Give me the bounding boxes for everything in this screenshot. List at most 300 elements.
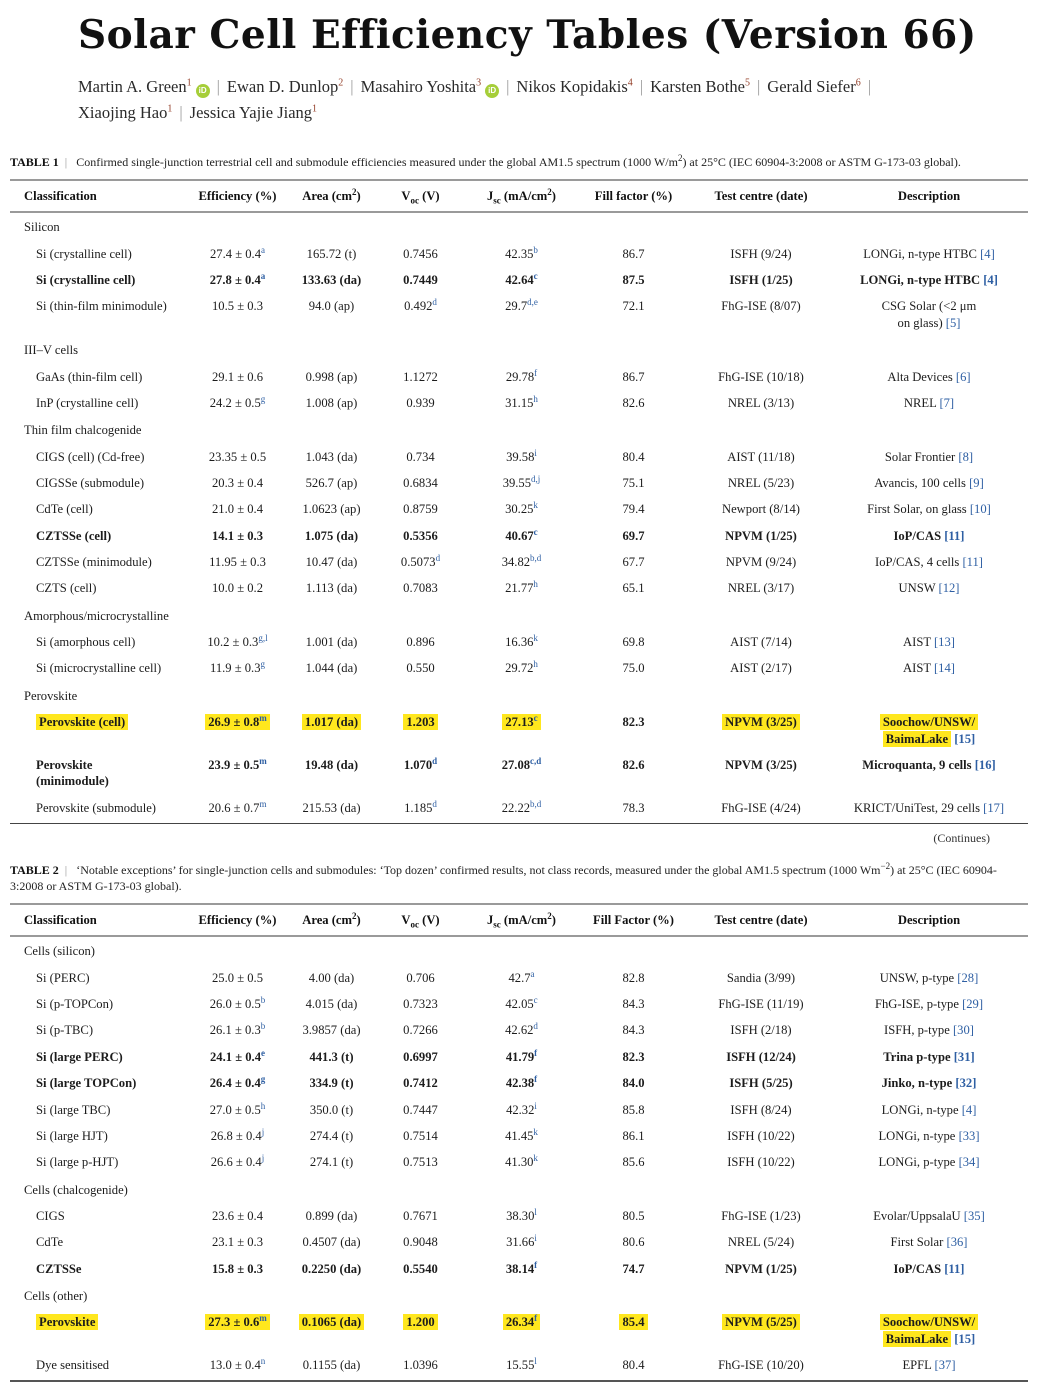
reference-link[interactable]: [4]: [983, 273, 998, 288]
column-header: Area $(cm^2)$: [290, 904, 373, 936]
column-header: Description: [830, 180, 1028, 212]
table-cell: CIGS: [36, 1208, 65, 1223]
table-cell: 34.82$^{b,d}$: [501, 552, 542, 570]
table-cell: 80.4: [622, 1358, 645, 1373]
table-cell: 0.734: [406, 449, 435, 464]
reference-link[interactable]: [36]: [946, 1235, 968, 1250]
column-header: $V_{oc}$ (V): [373, 180, 468, 212]
table-cell: Dye sensitised: [36, 1358, 110, 1373]
orcid-icon[interactable]: iD: [196, 84, 210, 98]
footnote-superscript: h: [533, 393, 538, 404]
table-cell: 1.075 (da): [304, 528, 359, 543]
table-row: [10, 795, 1028, 824]
table-cell: Si (crystalline cell): [36, 246, 132, 261]
header-row: [10, 904, 1028, 936]
section-title: Thin film chalcogenide: [24, 423, 142, 438]
footnote-superscript: m: [259, 1313, 267, 1324]
table-cell: 1.113 (da): [305, 581, 358, 596]
reference-link[interactable]: [34]: [958, 1155, 980, 1170]
table-cell: LONGi, n-type HTBC [4]: [863, 246, 995, 261]
table-cell: ISFH (10/22): [727, 1155, 795, 1170]
table-cell: Si (large TOPCon): [36, 1076, 137, 1091]
footnote-superscript: f: [534, 367, 538, 378]
table-cell: 0.706: [406, 970, 435, 985]
highlighted-value: Perovskite: [36, 1314, 98, 1330]
reference-link[interactable]: [7]: [939, 395, 955, 410]
table-cell: First Solar, on glass [10]: [867, 502, 991, 517]
table-row: [10, 655, 1028, 681]
table-cell: [373, 1309, 468, 1352]
table-cell: ISFH (9/24): [730, 246, 792, 261]
section-title: Amorphous/microcrystalline: [24, 608, 169, 623]
table-cell: 0.7513: [403, 1155, 438, 1170]
table-cell: 23.1 ± 0.3: [212, 1235, 263, 1250]
table-row: [10, 470, 1028, 496]
table-cell: [290, 1309, 373, 1352]
reference-link[interactable]: [8]: [958, 449, 974, 464]
table-cell: 0.896: [406, 635, 435, 650]
table-cell: Si (amorphous cell): [36, 635, 136, 650]
table-cell: 87.5: [622, 273, 645, 288]
section-row: [10, 212, 1028, 240]
table-cell: 13.0 ± 0.4$^n$: [209, 1355, 266, 1373]
reference-link[interactable]: [5]: [945, 315, 961, 330]
table-cell: 10.0 ± 0.2: [212, 581, 263, 596]
footnote-superscript: d: [435, 552, 441, 563]
table-cell: NREL (5/24): [727, 1235, 795, 1250]
footnote-superscript: 2: [547, 186, 552, 197]
header-row: [10, 180, 1028, 212]
table-cell: ISFH (1/25): [729, 273, 793, 288]
table-cell: 0.998 (ap): [305, 369, 358, 384]
table-cell: 0.7266: [403, 1023, 438, 1038]
footnote-superscript: d: [432, 297, 437, 308]
reference-link[interactable]: [33]: [958, 1128, 980, 1143]
footnote-superscript: d,e: [527, 297, 538, 308]
section-row: [10, 1282, 1028, 1309]
table-cell: CSG Solar (<2 μm on glass) [5]: [881, 299, 977, 330]
table-cell: Si (large HJT): [36, 1128, 108, 1143]
table-cell: 4.015 (da): [305, 997, 358, 1012]
table-cell: FhG-ISE (10/18): [718, 369, 804, 384]
highlighted-value: NPVM (3/25): [722, 714, 800, 730]
table-cell: 86.7: [622, 246, 645, 261]
section-title: Silicon: [24, 220, 60, 235]
table-cell: 27.0 ± 0.5$^h$: [209, 1100, 266, 1117]
table-cell: [290, 709, 373, 752]
table-cell: 41.30$^k$: [505, 1153, 538, 1170]
reference-link[interactable]: [4]: [961, 1102, 977, 1117]
reference-link[interactable]: [28]: [957, 970, 979, 985]
table-cell: 0.7449: [403, 273, 438, 288]
table-cell: [575, 1309, 692, 1352]
reference-link[interactable]: [10]: [969, 502, 991, 517]
author-affiliation-superscript: 3: [476, 77, 482, 89]
table-cell: 84.3: [622, 1023, 645, 1038]
caption-divider: |: [64, 862, 68, 877]
column-header: Area $(cm^2)$: [290, 180, 373, 212]
table-cell: CdTe (cell): [36, 502, 93, 517]
table-cell: Perovskite (minimodule): [36, 757, 109, 789]
author-name: Xiaojing Hao$^1$: [78, 103, 173, 122]
footnote-superscript: g: [260, 659, 266, 670]
table-cell: 1.0396: [403, 1358, 438, 1373]
table-row: [10, 1123, 1028, 1149]
table-cell: 274.1 (t): [309, 1155, 354, 1170]
author-name: Jessica Yajie Jiang$^1$: [189, 103, 318, 122]
reference-link[interactable]: [17]: [983, 800, 1005, 815]
reference-link[interactable]: [30]: [952, 1023, 974, 1038]
table-cell: 11.95 ± 0.3: [209, 555, 266, 570]
table-cell: 0.939: [406, 395, 435, 410]
section-row: [10, 936, 1028, 964]
table-row: [10, 965, 1028, 991]
footnote-superscript: k: [533, 500, 538, 511]
table-cell: Sandia (3/99): [726, 970, 796, 985]
highlighted-value: 0.1065 (da): [299, 1314, 364, 1330]
table-cell: Si (PERC): [36, 970, 90, 985]
table-cell: ISFH (5/25): [729, 1076, 793, 1091]
table-cell: 0.7514: [403, 1128, 438, 1143]
table-cell: 40.67$^c$: [505, 526, 538, 543]
author-separator: |: [756, 77, 761, 96]
subscript: sc: [493, 919, 501, 930]
author-name: Masahiro Yoshita$^3$: [360, 77, 482, 96]
table-cell: 1.043 (da): [305, 449, 358, 464]
footnote-superscript: l: [534, 1206, 537, 1217]
table-cell: ISFH (8/24): [730, 1102, 792, 1117]
table-cell: 42.38$^f$: [505, 1073, 538, 1091]
table-cell: 85.8: [622, 1102, 645, 1117]
column-header: Description: [830, 904, 1028, 936]
table-cell: 10.2 ± 0.3$^{g,l}$: [207, 632, 268, 650]
table-cell: 86.7: [622, 369, 645, 384]
table-cell: 26.4 ± 0.4$^g$: [209, 1073, 266, 1091]
table-cell: 0.7447: [403, 1102, 438, 1117]
footnote-superscript: f: [534, 1259, 538, 1270]
table-cell: 42.62$^d$: [505, 1021, 538, 1038]
footnote-superscript: g,l: [258, 632, 268, 643]
table-cell: UNSW [12]: [898, 581, 960, 596]
table-cell: 38.14$^f$: [505, 1259, 538, 1276]
footnote-superscript: f: [534, 1073, 538, 1084]
table-cell: 15.55$^l$: [506, 1355, 537, 1373]
table-cell: 0.492$^d$: [404, 297, 437, 314]
author-separator: |: [179, 103, 183, 122]
table-cell: 80.4: [622, 449, 645, 464]
author-affiliation-superscript: 4: [627, 77, 633, 89]
reference-link[interactable]: [12]: [938, 581, 960, 596]
footnote-superscript: 2: [677, 153, 683, 163]
table-cell: 42.64$^c$: [505, 270, 538, 288]
reference-link[interactable]: [32]: [955, 1076, 977, 1091]
table-cell: 79.4: [622, 502, 645, 517]
table-row: [10, 364, 1028, 390]
table-cell: Si (crystalline cell): [36, 273, 136, 288]
table-cell: EPFL [37]: [902, 1358, 956, 1373]
table-cell: 39.58$^i$: [506, 447, 537, 464]
table-cell: 86.1: [622, 1128, 645, 1143]
orcid-icon[interactable]: iD: [485, 84, 499, 98]
table-cell: [692, 709, 830, 752]
section-row: [10, 1176, 1028, 1203]
table-row: [10, 549, 1028, 575]
highlighted-value: NPVM (5/25): [722, 1314, 800, 1330]
author-affiliation-superscript: 6: [855, 77, 861, 89]
footnote-superscript: h: [533, 579, 538, 590]
table-cell: ISFH, p-type [30]: [884, 1023, 974, 1038]
table-row: [10, 709, 1028, 752]
table-cell: CZTSSe (minimodule): [36, 555, 152, 570]
table-cell: 10.5 ± 0.3: [212, 299, 263, 314]
table-cell: 0.8759: [403, 502, 438, 517]
footnote-superscript: c,d: [530, 755, 542, 766]
table-cell: NREL (3/17): [727, 581, 795, 596]
table-cell: 0.899 (da): [305, 1208, 358, 1223]
table-cell: 27.8 ± 0.4$^a$: [209, 270, 266, 288]
table-row: [10, 496, 1028, 522]
highlighted-value: 1.017 (da): [302, 714, 361, 730]
table1-label: TABLE 1: [10, 155, 59, 169]
table-cell: Evolar/UppsalaU [35]: [873, 1208, 985, 1223]
column-header: Fill factor (%): [575, 180, 692, 212]
table-cell: 0.6997: [403, 1049, 438, 1064]
author-name: Ewan D. Dunlop$^2$: [226, 77, 344, 96]
reference-link[interactable]: [13]: [933, 635, 955, 650]
table-cell: InP (crystalline cell): [36, 395, 139, 410]
subscript: sc: [493, 195, 501, 206]
table-cell: 0.4507 (da): [302, 1235, 361, 1250]
reference-link[interactable]: [4]: [980, 246, 995, 261]
table-cell: FhG-ISE (1/23): [721, 1208, 801, 1223]
footnote-superscript: −2: [880, 860, 891, 871]
footnote-superscript: b: [260, 1021, 266, 1032]
author-name: Nikos Kopidakis$^4$: [516, 77, 633, 96]
table-cell: 42.7$^a$: [508, 968, 535, 985]
highlighted-value: Perovskite (cell): [36, 714, 128, 730]
highlighted-value: Soochow/UNSW/ BaimaLake: [880, 1314, 978, 1346]
reference-link[interactable]: [16]: [974, 757, 996, 772]
table-row: [10, 575, 1028, 601]
table-cell: 75.1: [622, 475, 645, 490]
table1: [10, 179, 1028, 824]
table-cell: 23.35 ± 0.5: [208, 449, 267, 464]
table-cell: 82.3: [622, 715, 645, 730]
table-cell: 84.3: [622, 997, 645, 1012]
reference-link[interactable]: [29]: [962, 997, 984, 1012]
table-cell: 23.6 ± 0.4: [212, 1208, 263, 1223]
footnote-superscript: h: [260, 1100, 266, 1111]
table-cell: 4.00 (da): [308, 970, 355, 985]
table-cell: 3.9857 (da): [302, 1023, 361, 1038]
table-cell: AIST [13]: [903, 635, 955, 650]
footnote-superscript: c: [533, 270, 538, 281]
footnote-superscript: a: [261, 244, 265, 255]
table-cell: 27.08$^{c,d}$: [501, 755, 542, 772]
table-row: [10, 1256, 1028, 1282]
table-row: [10, 523, 1028, 549]
author-affiliation-superscript: 1: [312, 103, 318, 115]
table-row: [10, 1309, 1028, 1352]
table-cell: 21.77$^h$: [505, 579, 538, 596]
table-row: [10, 293, 1028, 336]
table-cell: CIGSSe (submodule): [36, 475, 145, 490]
table-cell: 334.9 (t): [309, 1076, 354, 1091]
section-title: Cells (other): [24, 1289, 88, 1304]
table-cell: LONGi, n-type [33]: [878, 1128, 980, 1143]
table-cell: [830, 1309, 1028, 1352]
author-list: [78, 74, 1008, 126]
table-cell: 0.9048: [403, 1235, 438, 1250]
footnote-superscript: k: [533, 1153, 538, 1164]
reference-link[interactable]: [11]: [944, 1261, 965, 1276]
subscript: oc: [410, 195, 419, 206]
footnote-superscript: a: [530, 968, 535, 979]
table-cell: 31.66$^i$: [506, 1233, 537, 1250]
table-cell: CZTSSe (cell): [36, 528, 112, 543]
table-cell: 31.15$^h$: [505, 393, 538, 410]
table-cell: 38.30$^l$: [506, 1206, 537, 1223]
table-row: [10, 752, 1028, 795]
reference-link[interactable]: [11]: [944, 528, 965, 543]
table-cell: CZTS (cell): [36, 581, 97, 596]
table-cell: 0.7412: [403, 1076, 438, 1091]
table-cell: 82.8: [622, 970, 645, 985]
table-cell: 30.25$^k$: [505, 500, 538, 517]
table-row: [10, 1352, 1028, 1381]
reference-link[interactable]: [6]: [955, 369, 971, 384]
footnote-superscript: l: [534, 1355, 537, 1366]
table-row: [10, 1044, 1028, 1070]
reference-link[interactable]: [15]: [954, 731, 976, 746]
table2: [10, 903, 1028, 1382]
table-cell: [692, 1309, 830, 1352]
footnote-superscript: 2: [352, 186, 357, 197]
section-title: III–V cells: [24, 343, 78, 358]
author-affiliation-superscript: 2: [338, 77, 344, 89]
column-header: Test centre (date): [692, 180, 830, 212]
continues-note: (Continues): [933, 830, 990, 845]
section-row: [10, 602, 1028, 629]
footnote-superscript: b: [260, 994, 266, 1005]
reference-link[interactable]: [37]: [934, 1358, 956, 1373]
highlighted-value: 1.200: [403, 1314, 437, 1330]
footnote-superscript: f: [534, 1313, 538, 1324]
table-cell: [468, 709, 575, 752]
table2-caption: [10, 862, 1028, 894]
table-cell: Si (p-TOPCon): [36, 997, 114, 1012]
table-cell: 82.6: [622, 757, 645, 772]
table-cell: 65.1: [622, 581, 645, 596]
table-cell: Newport (8/14): [722, 502, 800, 517]
table-row: [10, 1097, 1028, 1123]
column-header: $J_{sc}$ $(mA/cm^2)$: [468, 180, 575, 212]
footnote-superscript: m: [259, 713, 267, 723]
column-header: $V_{oc}$ (V): [373, 904, 468, 936]
footnote-superscript: c: [533, 713, 538, 723]
table-cell: 26.1 ± 0.3$^b$: [209, 1021, 266, 1038]
table-cell: 22.22$^{b,d}$: [501, 798, 542, 815]
table-cell: 84.0: [622, 1076, 645, 1091]
table-cell: 21.0 ± 0.4: [212, 502, 263, 517]
table-cell: [10, 1309, 185, 1352]
subscript: oc: [410, 919, 419, 930]
table-cell: Si (large PERC): [36, 1049, 123, 1064]
table-cell: Solar Frontier [8]: [884, 449, 974, 464]
table-cell: AIST (2/17): [730, 661, 792, 676]
table-cell: 0.550: [406, 661, 435, 676]
table-cell: Perovskite (submodule): [36, 800, 156, 815]
table-cell: ISFH (12/24): [726, 1049, 796, 1064]
reference-link[interactable]: [9]: [969, 475, 984, 490]
table-cell: 1.070$^d$: [403, 755, 438, 772]
section-title: Perovskite: [24, 688, 78, 703]
table-cell: UNSW, p-type [28]: [879, 970, 979, 985]
table-cell: 215.53 (da): [302, 800, 361, 815]
caption-divider: |: [64, 155, 68, 169]
author-name: Karsten Bothe$^5$: [650, 77, 750, 96]
table-cell: ISFH (2/18): [730, 1023, 792, 1038]
table-cell: 69.8: [622, 635, 645, 650]
reference-link[interactable]: [35]: [963, 1208, 985, 1223]
table-cell: [468, 1309, 575, 1352]
footnote-superscript: k: [533, 632, 538, 643]
section-row: [10, 682, 1028, 709]
section-row: [10, 416, 1028, 443]
table-cell: 42.35$^b$: [505, 244, 538, 261]
table-cell: 26.6 ± 0.4$^j$: [210, 1153, 265, 1170]
column-header: Efficiency (%): [185, 904, 290, 936]
table-cell: 24.2 ± 0.5$^g$: [209, 393, 266, 410]
reference-link[interactable]: [15]: [954, 1331, 976, 1346]
table-cell: 20.6 ± 0.7$^m$: [208, 798, 267, 815]
footnote-superscript: n: [260, 1355, 266, 1366]
table-cell: LONGi, n-type [4]: [881, 1102, 977, 1117]
author-separator: |: [506, 77, 510, 96]
footnote-superscript: j: [261, 1153, 265, 1164]
table-cell: NPVM (9/24): [725, 555, 797, 570]
table-cell: IoP/CAS [11]: [893, 528, 965, 543]
author-affiliation-superscript: 5: [744, 77, 750, 89]
section-row: [10, 336, 1028, 363]
section-title: Cells (silicon): [24, 944, 96, 959]
table-cell: 1.185$^d$: [404, 798, 437, 815]
table-cell: 133.63 (da): [301, 273, 362, 288]
table-row: [10, 1149, 1028, 1175]
table-cell: CZTSSe: [36, 1261, 82, 1276]
footnote-superscript: e: [261, 1047, 265, 1058]
column-header: Efficiency (%): [185, 180, 290, 212]
footnote-superscript: b: [533, 244, 538, 255]
table-row: [10, 390, 1028, 416]
table-cell: Si (thin-film minimodule): [36, 299, 167, 314]
table-cell: 41.45$^k$: [505, 1126, 538, 1143]
table-cell: 72.1: [622, 299, 645, 314]
footnote-superscript: c: [533, 526, 538, 537]
reference-link[interactable]: [11]: [962, 555, 983, 570]
table-cell: IoP/CAS, 4 cells [11]: [875, 555, 983, 570]
table-cell: 23.9 ± 0.5$^m$: [208, 755, 267, 772]
reference-link[interactable]: [31]: [953, 1049, 975, 1064]
table-cell: 26.0 ± 0.5$^b$: [209, 994, 266, 1012]
reference-link[interactable]: [14]: [933, 661, 955, 676]
table-cell: 350.0 (t): [309, 1102, 354, 1117]
column-header: Test centre (date): [692, 904, 830, 936]
table-row: [10, 1203, 1028, 1229]
table-cell: 10.47 (da): [305, 555, 358, 570]
table-cell: ISFH (10/22): [727, 1128, 795, 1143]
highlighted-value: 85.4: [619, 1314, 647, 1330]
